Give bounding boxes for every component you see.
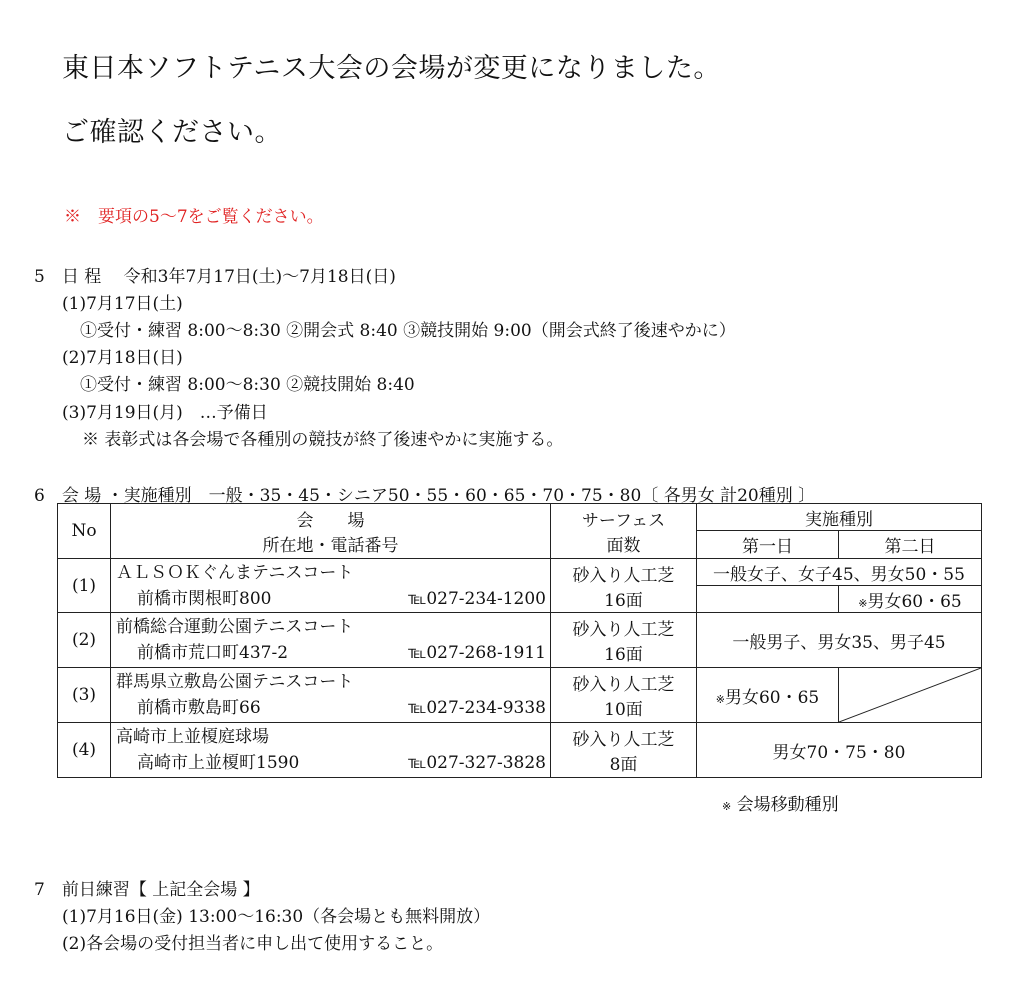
- venue-address: 前橋市荒口町437-2: [137, 643, 289, 663]
- court-count: 16面: [604, 590, 643, 611]
- table-row: [58, 559, 982, 586]
- surface-cell: [551, 559, 697, 613]
- venue-cell: [111, 723, 551, 778]
- venue-name: ＡＬＳＯＫぐんまテニスコート: [116, 562, 354, 583]
- venue-cell: [111, 613, 551, 668]
- row-no: (2): [58, 613, 111, 668]
- venue-address-line: [111, 750, 550, 776]
- section7-item: (2)各会場の受付担当者に申し出て使用すること。: [62, 934, 444, 954]
- table-footnote: [722, 790, 839, 815]
- table-row: [58, 613, 982, 668]
- surface-type: 砂入り人工芝: [572, 675, 675, 695]
- header-venue-line2: 所在地・電話番号: [262, 536, 399, 556]
- section5-item: ①受付・練習 8:00～8:30 ②競技開始 8:40: [80, 375, 415, 395]
- section7-title: 7 前日練習【 上記全会場 】: [34, 880, 260, 900]
- venue-address-line: [111, 586, 550, 612]
- venue-address: 高崎市上並榎町1590: [137, 753, 300, 773]
- surface-cell: [551, 668, 697, 723]
- category-day2-text: 男女60・65: [867, 591, 962, 612]
- diagonal-slash: [839, 668, 981, 722]
- venue-cell: [111, 559, 551, 613]
- surface-type: 砂入り人工芝: [572, 730, 675, 750]
- category-both-days: 一般男子、男女35、男子45: [697, 613, 982, 668]
- section5-title: 5 日 程 令和3年7月17日(土)～7月18日(日): [34, 267, 396, 287]
- header-no: No: [58, 504, 111, 559]
- category-day2: [839, 586, 982, 613]
- surface-type: 砂入り人工芝: [572, 565, 675, 586]
- heading-line-2: ご確認ください。: [62, 117, 282, 148]
- header-surface-line1: サーフェス: [581, 511, 666, 531]
- category-day1-empty: [697, 586, 839, 613]
- section5-note: ※ 表彰式は各会場で各種別の競技が終了後速やかに実施する。: [82, 430, 564, 450]
- venue-tel: ℡027-268-1911: [408, 643, 546, 663]
- section5-item: (2)7月18日(日): [62, 348, 183, 368]
- heading-line-1: 東日本ソフトテニス大会の会場が変更になりました。: [62, 53, 721, 84]
- row-no: (1): [58, 559, 111, 613]
- table-footnote-text: 会場移動種別: [736, 795, 839, 815]
- red-note: ※ 要項の5～7をご覧ください。: [64, 207, 324, 227]
- section7-item: (1)7月16日(金) 13:00～16:30（各会場とも無料開放）: [62, 907, 491, 927]
- header-surface: [551, 504, 697, 559]
- venue-tel: ℡027-327-3828: [408, 753, 546, 773]
- venue-address-line: [111, 640, 550, 666]
- venue-address: 前橋市敷島町66: [137, 698, 261, 718]
- table-row: [58, 668, 982, 723]
- venue-table: [57, 503, 982, 778]
- relocation-mark: ※: [722, 800, 732, 813]
- relocation-mark: ※: [858, 596, 868, 610]
- section5-item: ①受付・練習 8:00～8:30 ②開会式 8:40 ③競技開始 9:00（開会式終了後速やかに）: [80, 321, 736, 341]
- category-day1-text: 男女60・65: [724, 687, 820, 708]
- section5-item: (1)7月17日(土): [62, 294, 183, 314]
- venue-tel: ℡027-234-1200: [408, 588, 546, 609]
- header-day1: 第一日: [697, 531, 839, 559]
- venue-name: 高崎市上並榎庭球場: [116, 727, 269, 747]
- header-category: 実施種別: [697, 504, 982, 531]
- venue-address-line: [111, 695, 550, 721]
- venue-name: 群馬県立敷島公園テニスコート: [116, 672, 354, 692]
- surface-cell: [551, 613, 697, 668]
- relocation-mark: ※: [715, 692, 725, 706]
- court-count: 10面: [604, 700, 643, 720]
- court-count: 8面: [609, 755, 638, 775]
- surface-type: 砂入り人工芝: [572, 620, 675, 640]
- venue-tel: ℡027-234-9338: [408, 698, 546, 718]
- venue-cell: [111, 668, 551, 723]
- category-both-days: 一般女子、女子45、男女50・55: [697, 559, 982, 586]
- venue-address: 前橋市関根町800: [137, 588, 272, 609]
- row-no: (3): [58, 668, 111, 723]
- surface-cell: [551, 723, 697, 778]
- category-day1: [697, 668, 839, 723]
- category-both-days: 男女70・75・80: [697, 723, 982, 778]
- header-surface-line2: 面数: [606, 536, 641, 556]
- header-day2: 第二日: [839, 531, 982, 559]
- header-venue: [111, 504, 551, 559]
- row-no: (4): [58, 723, 111, 778]
- header-venue-line1: 会 場: [296, 511, 365, 531]
- table-row: [58, 723, 982, 778]
- category-day2-none: [839, 668, 982, 723]
- section6-title: 6 会 場 ・実施種別 一般・35・45・シニア50・55・60・65・70・75・80〔 各男女 計20種別 〕: [34, 486, 816, 506]
- venue-name: 前橋総合運動公園テニスコート: [116, 617, 354, 637]
- court-count: 16面: [604, 645, 643, 665]
- section5-item: (3)7月19日(月) …予備日: [62, 403, 268, 423]
